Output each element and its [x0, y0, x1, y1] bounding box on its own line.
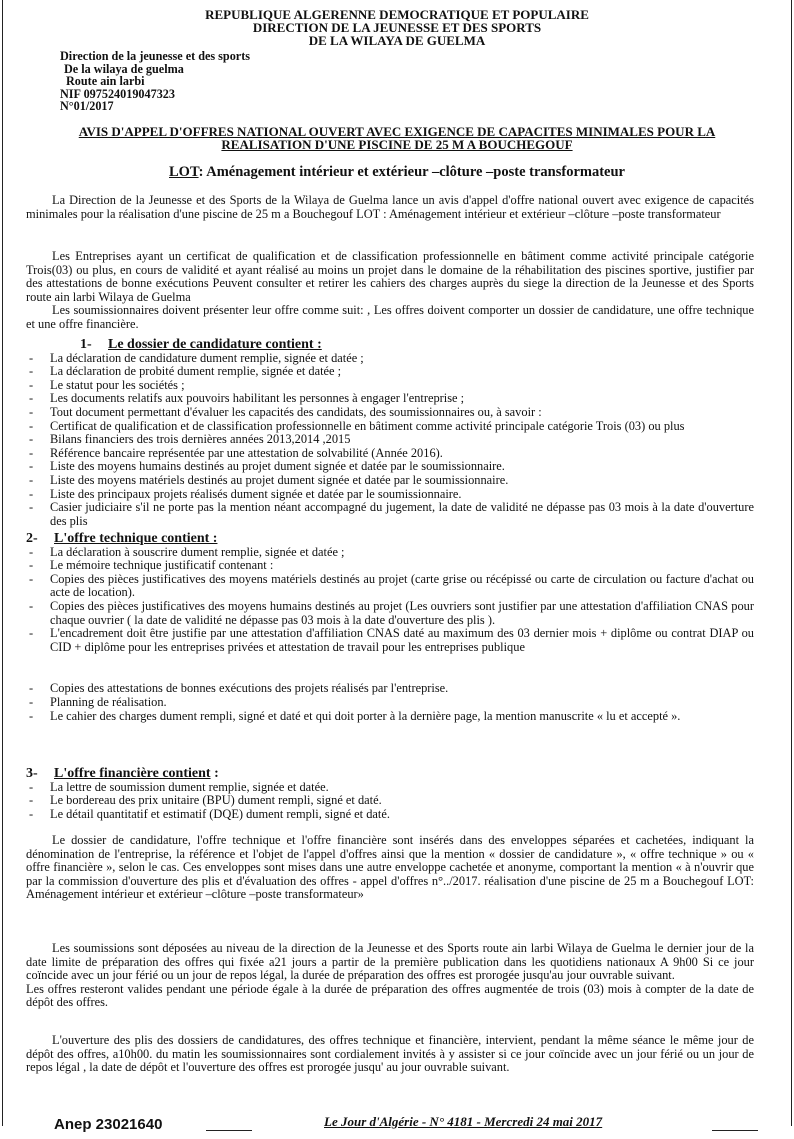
list-item: - Bilans financiers des trois dernières années 2013,2014 ,2015 [26, 433, 754, 447]
list-item: - La déclaration à souscrire dument remplie, signée et datée ; [26, 546, 754, 560]
list-item: - Le cahier des charges dument rempli, signé et daté et qui doit porter à la dernière page, la mention manuscrite « lu et accepté ». [26, 710, 754, 724]
list-item: - Le statut pour les sociétés ; [26, 379, 754, 393]
intro-paragraph [26, 194, 754, 221]
section-2-title [26, 532, 754, 546]
list-item: - Liste des moyens humains destinés au projet dument signée et datée par le soumissionnaire. [26, 460, 754, 474]
section-1-title-text: Le dossier de candidature contient : [108, 337, 322, 352]
list-item: - Référence bancaire représentée par une attestation de solvabilité (Année 2016). [26, 447, 754, 461]
header-line-2: DIRECTION DE LA JEUNESSE ET DES SPORTS [252, 20, 542, 35]
section-3-title-suffix: : [214, 766, 219, 781]
journal-reference: Le Jour d'Algérie - N° 4181 - Mercredi 24 mai 2017 [324, 1114, 603, 1129]
anep-reference: Anep 23021640 [54, 1116, 163, 1133]
section-2-number: 2- [26, 531, 38, 546]
intro-text: La Direction de la Jeunesse et des Sports de la Wilaya de Guelma lance un avis d'appel d'offre national ouvert avec exigence de capacités minimales pour la réalisation d'une piscine de 25 m a Bouchegouf LOT : Aménagement intérieur et extérieur –clôture –poste transformateur [26, 193, 754, 221]
lot-text: : Aménagement intérieur et extérieur –clôture –poste transformateur [198, 164, 625, 180]
section-2-list-continued [26, 682, 754, 723]
issuer-line-3: Route ain larbi [66, 74, 145, 89]
list-item: - Casier judiciaire s'il ne porte pas la mention néant accompagné du jugement, la date de validité ne dépasse pas 03 mois à la date d'ouverture des plis [26, 501, 754, 528]
section-3-title-text: L'offre financière contient [54, 766, 211, 781]
list-item: - Planning de réalisation. [26, 696, 754, 710]
section-2-list [26, 546, 754, 655]
section-3-title [26, 767, 754, 781]
issuer-nif: NIF 097524019047323 [60, 86, 175, 101]
section-2-title-text: L'offre technique contient : [54, 531, 218, 546]
list-item: - Les documents relatifs aux pouvoirs habilitant les personnes à engager l'entreprise ; [26, 392, 754, 406]
list-item: - Le bordereau des prix unitaire (BPU) dument rempli, signé et daté. [26, 794, 754, 808]
section-candidature [26, 338, 754, 528]
issuer-line-1: Direction de la jeunesse et des sports [60, 49, 251, 63]
issuer-line-2: De la wilaya de guelma [64, 61, 184, 76]
list-item: - Liste des moyens matériels destinés au projet dument signée et datée par le soumissionnaire. [26, 474, 754, 488]
eligibility-paragraph [26, 250, 754, 332]
section-1-number: 1- [80, 337, 92, 352]
section-3-list [26, 781, 754, 822]
lot-heading [0, 166, 794, 180]
list-item: - L'encadrement doit être justifie par une attestation d'affiliation CNAS daté au maximum des 03 dernier mois + diplôme ou contrat DIAP ou CID + diplôme pour les entreprises privées et attestation de travail pour les entreprises publique [26, 627, 754, 654]
list-item: - La déclaration de candidature dument remplie, signée et datée ; [26, 352, 754, 366]
list-item: - Copies des pièces justificatives des moyens matériels destinés au projet (carte grise ou récépissé ou carte de circulation ou facture d'achat ou acte de location). [26, 573, 754, 600]
header-line-1: REPUBLIQUE ALGERENNE DEMOCRATIQUE ET POPULAIRE [205, 7, 589, 22]
footer-rule-right [712, 1130, 758, 1131]
section-3-number: 3- [26, 766, 38, 781]
list-item: - Certificat de qualification et de classification professionnelle en bâtiment comme activité principale catégorie Trois (03) ou plus [26, 420, 754, 434]
submission-intro-text: Les soumissionnaires doivent présenter leur offre comme suit: , Les offres doivent comporter un dossier de candidature, une offre technique et une offre financière. [26, 303, 754, 331]
opening-paragraph [26, 1034, 754, 1075]
section-technical [26, 532, 754, 723]
list-item: - Liste des principaux projets réalisés dument signée et datée par le soumissionnaire. [26, 488, 754, 502]
republic-header [0, 8, 794, 47]
envelopes-text: Le dossier de candidature, l'offre technique et l'offre financière sont insérés dans des enveloppes séparées et cachetées, indiquant la dénomination de l'entreprise, la référence et l'objet de l'appel d'offres ainsi que la mention « dossier de candidature », « offre technique » ou « offre financière », selon le cas. Ces enveloppes sont mises dans une autre enveloppe cachetée et anonyme, comportant la mention « à n'ouvrir que par la commission d'ouverture des plis et d'évaluation des offres - appel d'offres n°../2017. réalisation d'une piscine de 25 m a Bouchegouf LOT: Aménagement intérieur et extérieur –clôture –poste transformateur» [26, 833, 754, 902]
list-item: - La lettre de soumission dument remplie, signée et datée. [26, 781, 754, 795]
deposit-paragraph [26, 942, 754, 1010]
notice-title: AVIS D'APPEL D'OFFRES NATIONAL OUVERT AVEC EXIGENCE DE CAPACITES MINIMALES POUR LA REALISATION D'UNE PISCINE DE 25 M A BOUCHEGOUF [78, 124, 716, 152]
list-item: - Le mémoire technique justificatif contenant : [26, 559, 754, 573]
list-item: - Copies des pièces justificatives des moyens humains destinés au projet (Les ouvriers sont justifier par une attestation d'affiliation CNAS pour chaque ouvrier ( la date de validité ne dépasse pas 03 mois à la date d'ouverture des plis ). [26, 600, 754, 627]
deposit-text: Les soumissions sont déposées au niveau de la direction de la Jeunesse et des Sports route ain larbi Wilaya de Guelma le dernier jour de la date limite de préparation des offres qui fixée a21 jours a partir de la première publication dans les quotidiens nationaux A 9h00 Si ce jour coïncide avec un jour férié ou un jour de repos légal, la durée de préparation des offres est prorogée jusqu'au jour ouvrable suivant. [26, 941, 754, 983]
list-item: - La déclaration de probité dument remplie, signée et datée ; [26, 365, 754, 379]
list-item: - Le détail quantitatif et estimatif (DQE) dument rempli, signé et daté. [26, 808, 754, 822]
validity-text: Les offres resteront valides pendant une période égale à la durée de préparation des offres augmentée de trois (03) mois à compter de la date de dépôt des offres. [26, 981, 754, 1010]
section-financial [26, 767, 754, 821]
header-line-3: DE LA WILAYA DE GUELMA [308, 33, 486, 48]
footer [0, 1114, 794, 1136]
section-1-title [26, 338, 754, 352]
section-1-list [26, 352, 754, 529]
list-item: - Tout document permettant d'évaluer les capacités des candidats, des soumissionnaires ou, à savoir : [26, 406, 754, 420]
footer-rule-left [206, 1130, 252, 1131]
issuer-block [60, 50, 250, 113]
envelopes-paragraph [26, 834, 754, 902]
eligibility-text: Les Entreprises ayant un certificat de qualification et de classification professionnelle en bâtiment comme activité principale catégorie Trois(03) ou plus, en cours de validité et ayant réalisé au moins un projet dans le domaine de la réhabilitation des piscines sportive, justifier par des attestations de bonne exécutions Peuvent consulter et retirer les cahiers des charges auprès du siege la direction de la Jeunesse et des Sports route ain larbi Wilaya de Guelma [26, 249, 754, 304]
list-item: - Copies des attestations de bonnes exécutions des projets réalisés par l'entreprise. [26, 682, 754, 696]
lot-label: LOT [169, 164, 199, 180]
opening-text: L'ouverture des plis des dossiers de candidatures, des offres technique et financière, intervient, pendant la même séance le même jour de dépôt des offres, a10h00. du matin les soumissionnaires sont cordialement invités à y assister si ce jour coïncide avec un jour férié ou un jour de repos légal , la date de dépôt et l'ouverture des offres est prorogée jusqu' au jour ouvrable suivant. [26, 1033, 754, 1075]
issuer-number: N°01/2017 [60, 99, 114, 114]
